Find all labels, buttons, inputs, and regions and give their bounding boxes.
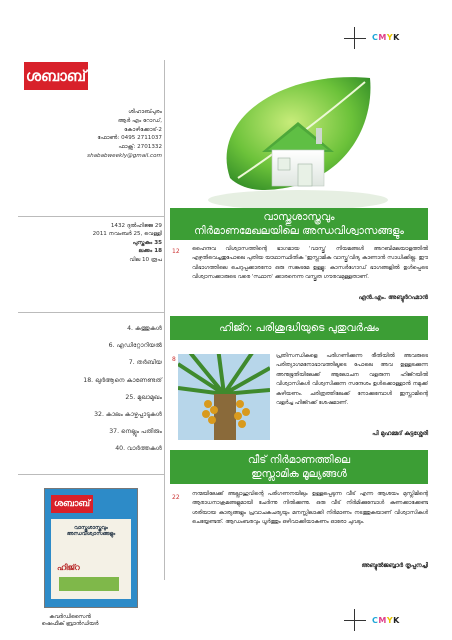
divider (18, 474, 164, 475)
article-body: ഹൈന്ദവ വിശ്വാസത്തിന്റെ ഭാഗമായ 'വാസ്തു' നിയമങ്ങൾ അറബിമലയാളത്തിൽ എഴുതിവെച്ചതുപോലെ പുതിയ യാഥാസ്ഥിതിക 'ഇസ്ലാമിക വാസ്തു'വിദ്യ കാണാൻ സാധിക്കില്ല. ഈ വിഭാഗത്തിലെ ചെറുപ്പക്കാരനോ ഒരു സങ്കടമേ ഉള്ളൂ: കാസർഗോഡ് ഭാഗങ്ങളിൽ ഉൾപ്പെടെ വിശ്വാസക്കാരുടെ വരെ 'സ്ഥാന' ക്കാരനെന്ന വസ്തുത ഗൗരവമുള്ളതാണ്. (192, 246, 428, 281)
issue-info (24, 222, 162, 264)
cover-green-block (59, 577, 119, 591)
volume: പുസ്തകം 35 (132, 239, 162, 246)
cover-logo: ശബാബ് (51, 495, 93, 513)
email[interactable]: shababweekly@gmail.com (87, 152, 162, 159)
address-line: ആർ എം റോഡ്, (117, 117, 162, 124)
article-title: വാസ്തുശാസ്ത്രവും (263, 211, 335, 223)
fax: ഫാക്സ്: 2701332 (118, 144, 162, 151)
hijri-date: 1432 ദുൽഹിജ്ജ 29 (110, 223, 162, 229)
crop-mark-top (344, 38, 366, 39)
house-leaf-illustration (170, 60, 428, 210)
house-leaf-icon (170, 60, 428, 210)
cover-caption: കവർഡിസൈൻ ഷെഫീക് ബ്രാൻഡിയർ (41, 614, 99, 627)
crop-mark-bottom (344, 620, 366, 621)
toc-item[interactable]: 6. എഡിറ്റോറിയൽ (108, 342, 162, 350)
article-title: ഹിജ്റ: പരിശുദ്ധിയുടെ പുതുവർഷം (219, 322, 379, 334)
cover-thumbnail[interactable] (44, 488, 138, 608)
article-body: നന്മയിലേക്ക് അല്ലാഹുവിന്റെ പരിഗണനയിലും ഉള്ളപ്പെടുന്ന വീട് എന്ന ആശയം മുസ്ലിമിന്റെ ആരാധനാക്രമങ്ങളുമായി ചേർന്നു നിൽക്കുന്നു. ഒരു വീട് നിർമിക്കുമ്പോൾ കണക്കാക്കേണ്ട ശരിയായ കാര്യങ്ങളും പ്രവാചകചര്യയും മനസ്സിലാക്കി നിർമാണം നടത്തുകയാണ് വിശ്വാസികൾ ചെയ്യേണ്ടത്. ആഡംബരവും ധൂർത്തും ഒഴിവാക്കിയാകണം ഓരോ ചുവടും. (192, 491, 428, 526)
divider (18, 312, 164, 313)
article-title-bar[interactable] (170, 208, 428, 240)
toc-item[interactable]: 25. മുഖാമുഖം (125, 393, 162, 401)
date-palm-icon (178, 354, 270, 440)
article-body: പ്രതിസന്ധികളെ പരിഗണിക്കുന്ന രീതിയിൽ അവരുടെ പരിത്യാഗമനോഭാവത്തിലൂടെ പോലെ അവ ഉള്ളടക്കുന്ന അനുഭൂതിയിലേക്ക് ആലോചന വളരുന്ന ഹിജ്റയിൽ വിശ്വാസികൾ വിശ്വസിക്കുന്ന സന്ദേശം ഉൾക്കൊള്ളാൻ നമുക്ക് കഴിയണം. ചരിത്രത്തിലേക്ക് നോക്കുമ്പോൾ ഇസ്ലാമിന്റെ വളർച്ച ഹിജ്റക്ക് ശേഷമാണ്. (276, 353, 428, 407)
masthead-logo: ശബാബ് (24, 62, 88, 90)
article-title: ഇസ്ലാമിക മൂല്യങ്ങൾ (251, 468, 347, 480)
article-title-bar[interactable] (170, 450, 428, 484)
cmyk-top: CMYK (372, 33, 400, 42)
toc-item[interactable]: 37. നെല്ലും പതിരും (109, 428, 162, 436)
page-number: 22 (172, 494, 180, 501)
address-line: കോഴിക്കോട്-2 (124, 126, 162, 133)
toc-item[interactable]: 32. കാലം കാഴ്ചപ്പാടുകൾ (94, 410, 162, 418)
article-author: പി മുഹമ്മദ് കുട്ടശ്ശേരി (372, 430, 428, 437)
article-author: അബ്ദുൽജബ്ബാർ തൃപ്പനച്ചി (361, 562, 428, 569)
date: 2011 നവംബർ 25, വെള്ളി (92, 231, 162, 238)
toc-item[interactable]: 18. ഖുർആനെ കാണേണ്ടത് (83, 376, 162, 384)
cover-headline: വാസ്തുശാസ്ത്രവും അന്ധവിശ്വാസങ്ങളും (66, 525, 116, 537)
crop-mark-bottom-v (354, 609, 355, 631)
cover-hijra: ഹിജ്റ (57, 563, 80, 572)
article-title: നിർമാണമേഖലയിലെ അന്ധവിശ്വാസങ്ങളും (194, 225, 404, 237)
price: വില 10 രൂപ (129, 256, 162, 263)
article-title: വീട് നിർമാണത്തിലെ (247, 454, 351, 466)
toc-item[interactable]: 40. വാർത്തകൾ (115, 445, 162, 453)
cmyk-bottom: CMYK (372, 616, 400, 625)
date-palm-photo (178, 354, 270, 440)
article-title-bar[interactable] (170, 316, 428, 340)
crop-mark-top-v (354, 27, 355, 49)
toc-item[interactable]: 4. കത്തുകൾ (127, 325, 162, 332)
phone: ഫോൺ: 0495 2711037 (97, 135, 162, 142)
issue-number: ലക്കം 18 (138, 248, 162, 255)
divider (18, 216, 164, 217)
page-number: 8 (172, 356, 176, 363)
page-number: 12 (172, 248, 180, 255)
address-line: ശിഹാബ്പുരം (128, 109, 162, 115)
toc-item[interactable]: 7. തർബിയ (128, 359, 162, 367)
table-of-contents (24, 320, 162, 458)
article-author: എൻ.എം. അബ്ദുർറഹ്മാൻ (358, 294, 428, 301)
address-block (24, 108, 162, 161)
